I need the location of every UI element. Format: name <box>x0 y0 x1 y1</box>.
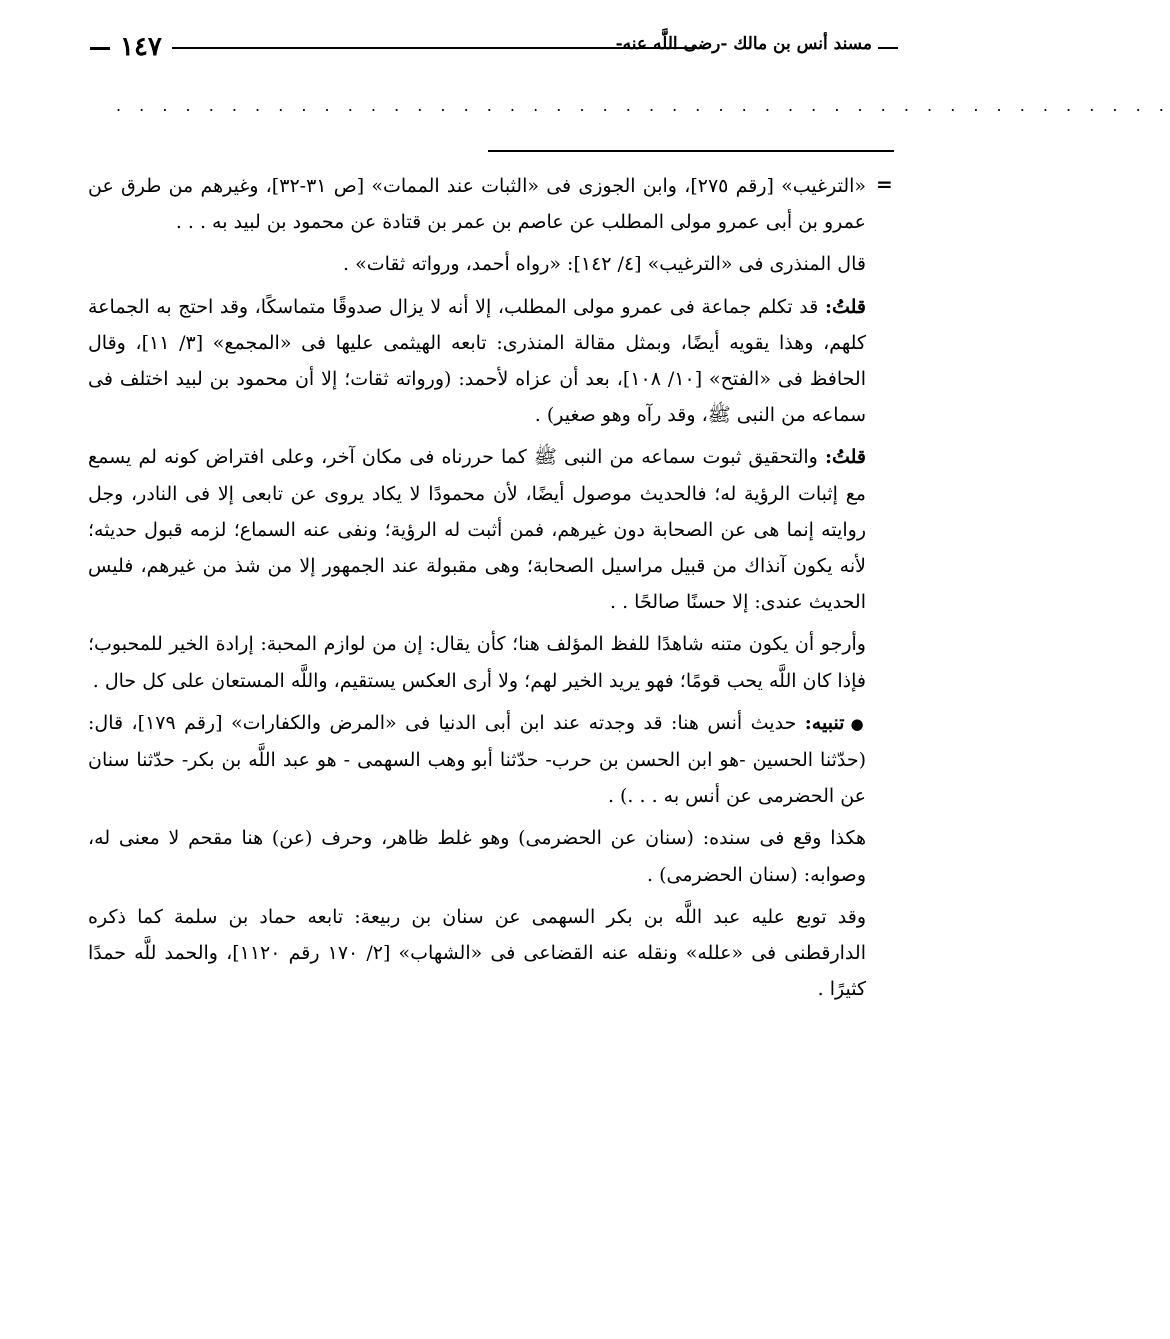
footnote-rule <box>488 150 894 152</box>
bullet-icon: ● <box>850 714 866 733</box>
paragraph-4-text: والتحقيق ثبوت سماعه من النبى ﷺ كما حررناه فى مكان آخر، وعلى افتراض كونه لم يسمع مع إثبات الرؤية له؛ فالحديث موصول أيضًا، لأن محمودًا لا يكاد يروى عن تابعى إلا فى النادر، وجل روايته إنما هى عن الصحابة دون غيرهم، فمن أثبت له الرؤية؛ ونفى عنه السماع؛ لزمه قبول حديثه؛ لأنه يكون آنذاك من قبيل مراسيل الصحابة؛ وهى مقبولة عند الجمهور إلا من شذ من غيرهم، فليس الحديث عندى: إلا حسنًا صالحًا . . <box>88 446 866 614</box>
paragraph-8: وقد توبع عليه عبد اللَّه بن بكر السهمى عن سنان بن ربيعة: تابعه حماد بن سلمة كما ذكره الدارقطنى فى «علله» ونقله عنه القضاعى فى «الشهاب» [٢/ ١٧٠ رقم ١١٢٠]، والحمد للَّه حمدًا كثيرًا . <box>88 905 866 1001</box>
paragraph-4-lead: قلتُ: <box>824 446 866 469</box>
paragraph-2: قال المنذرى فى «الترغيب» [٤/ ١٤٢]: «رواه أحمد، ورواته ثقات» . <box>343 253 866 276</box>
paragraph-3 <box>88 289 866 434</box>
paragraph-7: هكذا وقع فى سنده: (سنان عن الحضرمى) وهو غلط ظاهر، وحرف (عن) هنا مقحم لا معنى له، وصوابه: (سنان الحضرمى) . <box>88 827 866 886</box>
header-dash-right <box>878 47 898 49</box>
paragraph-4 <box>88 439 866 620</box>
header-dash-left <box>90 47 110 50</box>
paragraph-1: «الترغيب» [رقم ٢٧٥]، وابن الجوزى فى «الثبات عند الممات» [ص ٣١-٣٢]، وغيرهم من طرق عن عمرو بن أبى عمرو مولى المطلب عن عاصم بن عمر بن قتادة عن محمود بن لبيد به . . . <box>88 175 867 234</box>
paragraph-6-text: حديث أنس هنا: قد وجدته عند ابن أبى الدنيا فى «المرض والكفارات» [رقم ١٧٩]، قال: (حدّثنا الحسين -هو ابن الحسن بن حرب- حدّثنا أبو وهب السهمى - هو عبد اللَّه بن بكر- حدّثنا سنان عن الحضرمى عن أنس به . . .) . <box>88 711 866 808</box>
paragraph-6 <box>88 705 866 815</box>
paragraph-3-text: قد تكلم جماعة فى عمرو مولى المطلب، إلا أنه لا يزال صدوقًا متماسكًا، وقد احتج به الجماعة كلهم، وهذا يقويه أيضًا، وبمثل مقالة المنذرى: تابعه الهيثمى عليها فى «المجمع» [٣/ ١١]، وقال الحافظ فى «الفتح» [١٠/ ١٠٨]، بعد أن عزاه لأحمد: (ورواته ثقات؛ إلا أن محمود بن لبيد اختلف فى سماعه من النبى ﷺ، وقد رآه وهو صغير) . <box>88 295 866 427</box>
paragraph-3-lead: قلتُ: <box>824 295 866 318</box>
dotted-separator: . . . . . . . . . . . . . . . . . . . . . . . . . . . . . . . . . . . . . . . . . . . . . . <box>116 96 1170 115</box>
paragraph-5: وأرجو أن يكون متنه شاهدًا للفظ المؤلف هنا؛ كأن يقال: إن من لوازم المحبة: إرادة الخير للمحبوب؛ فإذا كان اللَّه يحب قومًا؛ فهو يريد الخير لهم؛ ولا أرى العكس يستقيم، واللَّه المستعان على كل حال . <box>88 633 866 692</box>
footnote-body <box>88 168 866 1013</box>
running-header <box>90 34 898 64</box>
paragraph-6-lead: تنبيه: <box>804 711 845 734</box>
header-title: مسند أنس بن مالك -رضى اللَّه عنه- <box>615 34 872 54</box>
continuation-mark: = <box>876 172 893 196</box>
page-number: ١٤٧ <box>120 32 162 62</box>
